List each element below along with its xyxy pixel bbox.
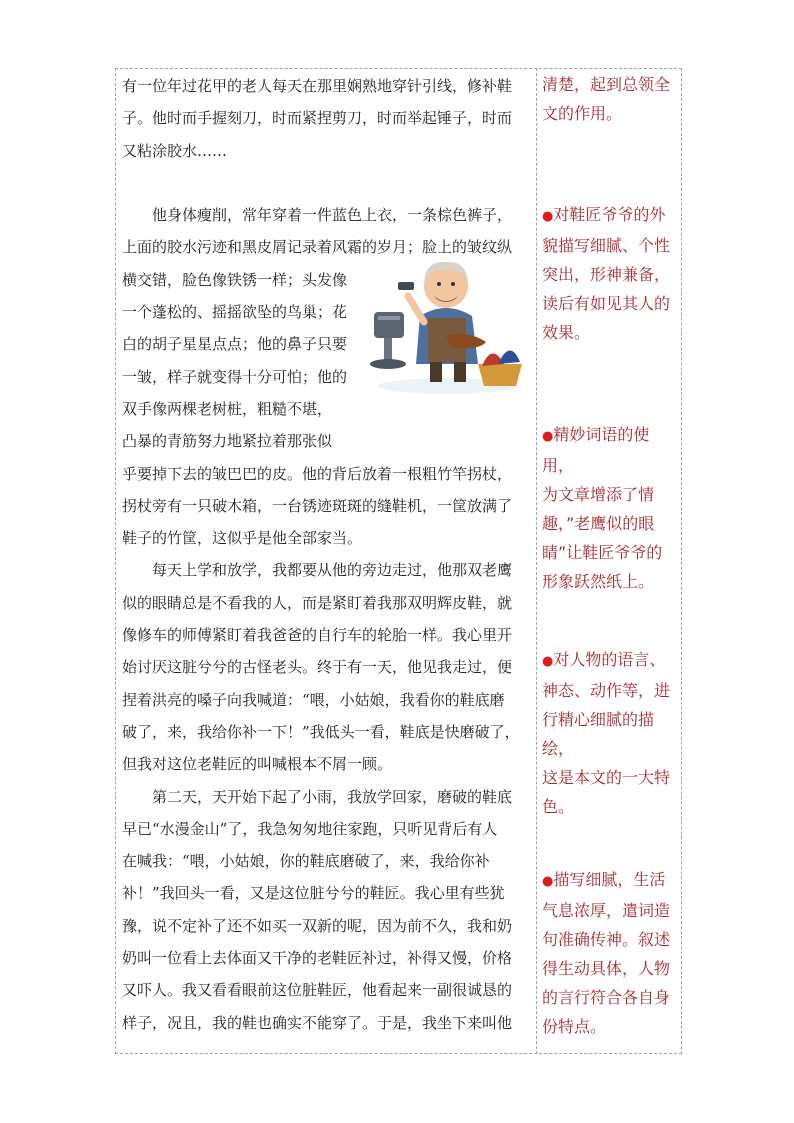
story-line: 第二天，天开始下起了小雨，我放学回家，磨破的鞋底 — [122, 787, 513, 806]
annotation-line: 趣，”老鹰似的眼 — [542, 514, 655, 533]
story-line: 有一位年过花甲的老人每天在那里娴熟地穿针引线，修补鞋 — [122, 77, 513, 95]
annotation-line: ●精妙词语的使用， — [542, 425, 650, 475]
annotation-line: ●描写细腻，生活 — [542, 870, 666, 889]
annotation-line: 得生动具体，人物 — [542, 959, 671, 978]
annotation-line: 气息浓厚，遣词造 — [542, 901, 671, 920]
column-divider — [536, 68, 537, 1054]
annotation-line: 形象跃然纸上。 — [542, 572, 655, 591]
annotation-line: 读后有如见其人的 — [542, 294, 671, 313]
story-line: 奶叫一位看上去体面又干净的老鞋匠补过，补得又慢，价格 — [122, 949, 513, 968]
story-line: 一个蓬松的、摇摇欲坠的鸟巢；花 — [122, 303, 348, 322]
annotation-line: 睛”让鞋匠爷爷的 — [542, 543, 663, 562]
story-line: 样子，况且，我的鞋也确实不能穿了。于是，我坐下来叫他 — [122, 1013, 513, 1032]
story-line: 又粘涂胶水…… — [122, 141, 228, 160]
story-line: 一皱，样子就变得十分可怕；他的 — [122, 367, 348, 386]
story-line: 补！”我回头一看，又是这位脏兮兮的鞋匠。我心里有些犹 — [122, 884, 505, 903]
annotation-note — [542, 420, 678, 596]
annotation-line: 神态、动作等，进 — [542, 681, 671, 700]
annotation-line: 清楚，起到总领全 — [542, 75, 671, 94]
story-text-column — [122, 70, 532, 1039]
red-bullet-icon: ● — [542, 654, 554, 669]
story-line: 破了，来，我给你补一下！”我低头一看，鞋底是快磨破了， — [122, 722, 520, 741]
annotation-line: ●对人物的语言、 — [542, 650, 666, 669]
annotation-line: 为文章增添了情 — [542, 485, 655, 504]
story-line — [122, 167, 532, 199]
annotation-note — [542, 200, 678, 347]
annotation-line: 突出，形神兼备， — [542, 265, 671, 284]
annotation-line: 句准确传神。叙述 — [542, 930, 671, 949]
red-bullet-icon: ● — [542, 429, 554, 444]
story-line: 捏着洪亮的嗓子向我喊道：“喂，小姑娘，我看你的鞋底磨 — [122, 690, 505, 709]
annotation-line: 的言行符合各自身 — [542, 988, 671, 1007]
annotation-line: 色。 — [542, 797, 575, 816]
story-line: 拐杖旁有一只破木箱，一台锈迹斑斑的缝鞋机，一筐放满了 — [122, 496, 513, 515]
story-line: 但我对这位老鞋匠的叫喊根本不屑一顾。 — [122, 755, 393, 774]
story-line: 乎要掉下去的皱巴巴的皮。他的背后放着一根粗竹竿拐杖， — [122, 464, 513, 483]
story-line: 又吓人。我又看看眼前这位脏鞋匠，他看起来一副很诚恳的 — [122, 981, 513, 1000]
story-line: 鞋子的竹筐，这似乎是他全部家当。 — [122, 529, 363, 548]
annotation-note — [542, 70, 678, 128]
annotation-line: ●对鞋匠爷爷的外 — [542, 205, 666, 224]
story-line: 上面的胶水污迹和黑皮屑记录着风霜的岁月；脸上的皱纹纵 — [122, 238, 513, 257]
story-line: 似的眼睛总是不看我的人，而是紧盯着我那双明辉皮鞋，就 — [122, 593, 513, 612]
story-line: 横交错，脸色像铁锈一样；头发像 — [122, 270, 348, 289]
cobbler-illustration — [368, 246, 526, 398]
story-line: 豫，说不定补了还不如买一双新的呢，因为前不久，我和奶 — [122, 916, 513, 935]
story-line: 始讨厌这脏兮兮的古怪老头。终于有一天，他见我走过，便 — [122, 658, 513, 677]
story-line: 凸暴的青筋努力地紧拉着那张似 — [122, 432, 333, 451]
story-line: 早已“水漫金山”了，我急匆匆地往家跑，只听见背后有人 — [122, 819, 498, 838]
annotation-line: 貌描写细腻、个性 — [542, 236, 671, 255]
annotation-line: 文的作用。 — [542, 104, 623, 123]
story-line: 在喊我：“喂，小姑娘，你的鞋底磨破了，来，我给你补 — [122, 852, 490, 871]
story-line: 白的胡子星星点点；他的鼻子只要 — [122, 335, 348, 354]
red-bullet-icon: ● — [542, 209, 554, 224]
story-line: 子。他时而手握刻刀，时而紧捏剪刀，时而举起锤子，时而 — [122, 109, 513, 128]
annotation-line: 效果。 — [542, 323, 591, 342]
annotation-line: 份特点。 — [542, 1017, 607, 1036]
annotation-line: 行精心细腻的描绘， — [542, 710, 655, 758]
red-bullet-icon: ● — [542, 874, 554, 889]
story-line: 他身体瘦削，常年穿着一件蓝色上衣，一条棕色裤子， — [122, 206, 513, 225]
annotation-line: 这是本文的一大特 — [542, 768, 671, 787]
story-line: 双手像两棵老树桩，粗糙不堪， — [122, 399, 333, 418]
annotation-note — [542, 865, 678, 1041]
story-line: 每天上学和放学，我都要从他的旁边走过，他那双老鹰 — [122, 561, 513, 580]
story-line: 像修车的师傅紧盯着我爸爸的自行车的轮胎一样。我心里开 — [122, 626, 513, 645]
annotation-note — [542, 645, 678, 821]
